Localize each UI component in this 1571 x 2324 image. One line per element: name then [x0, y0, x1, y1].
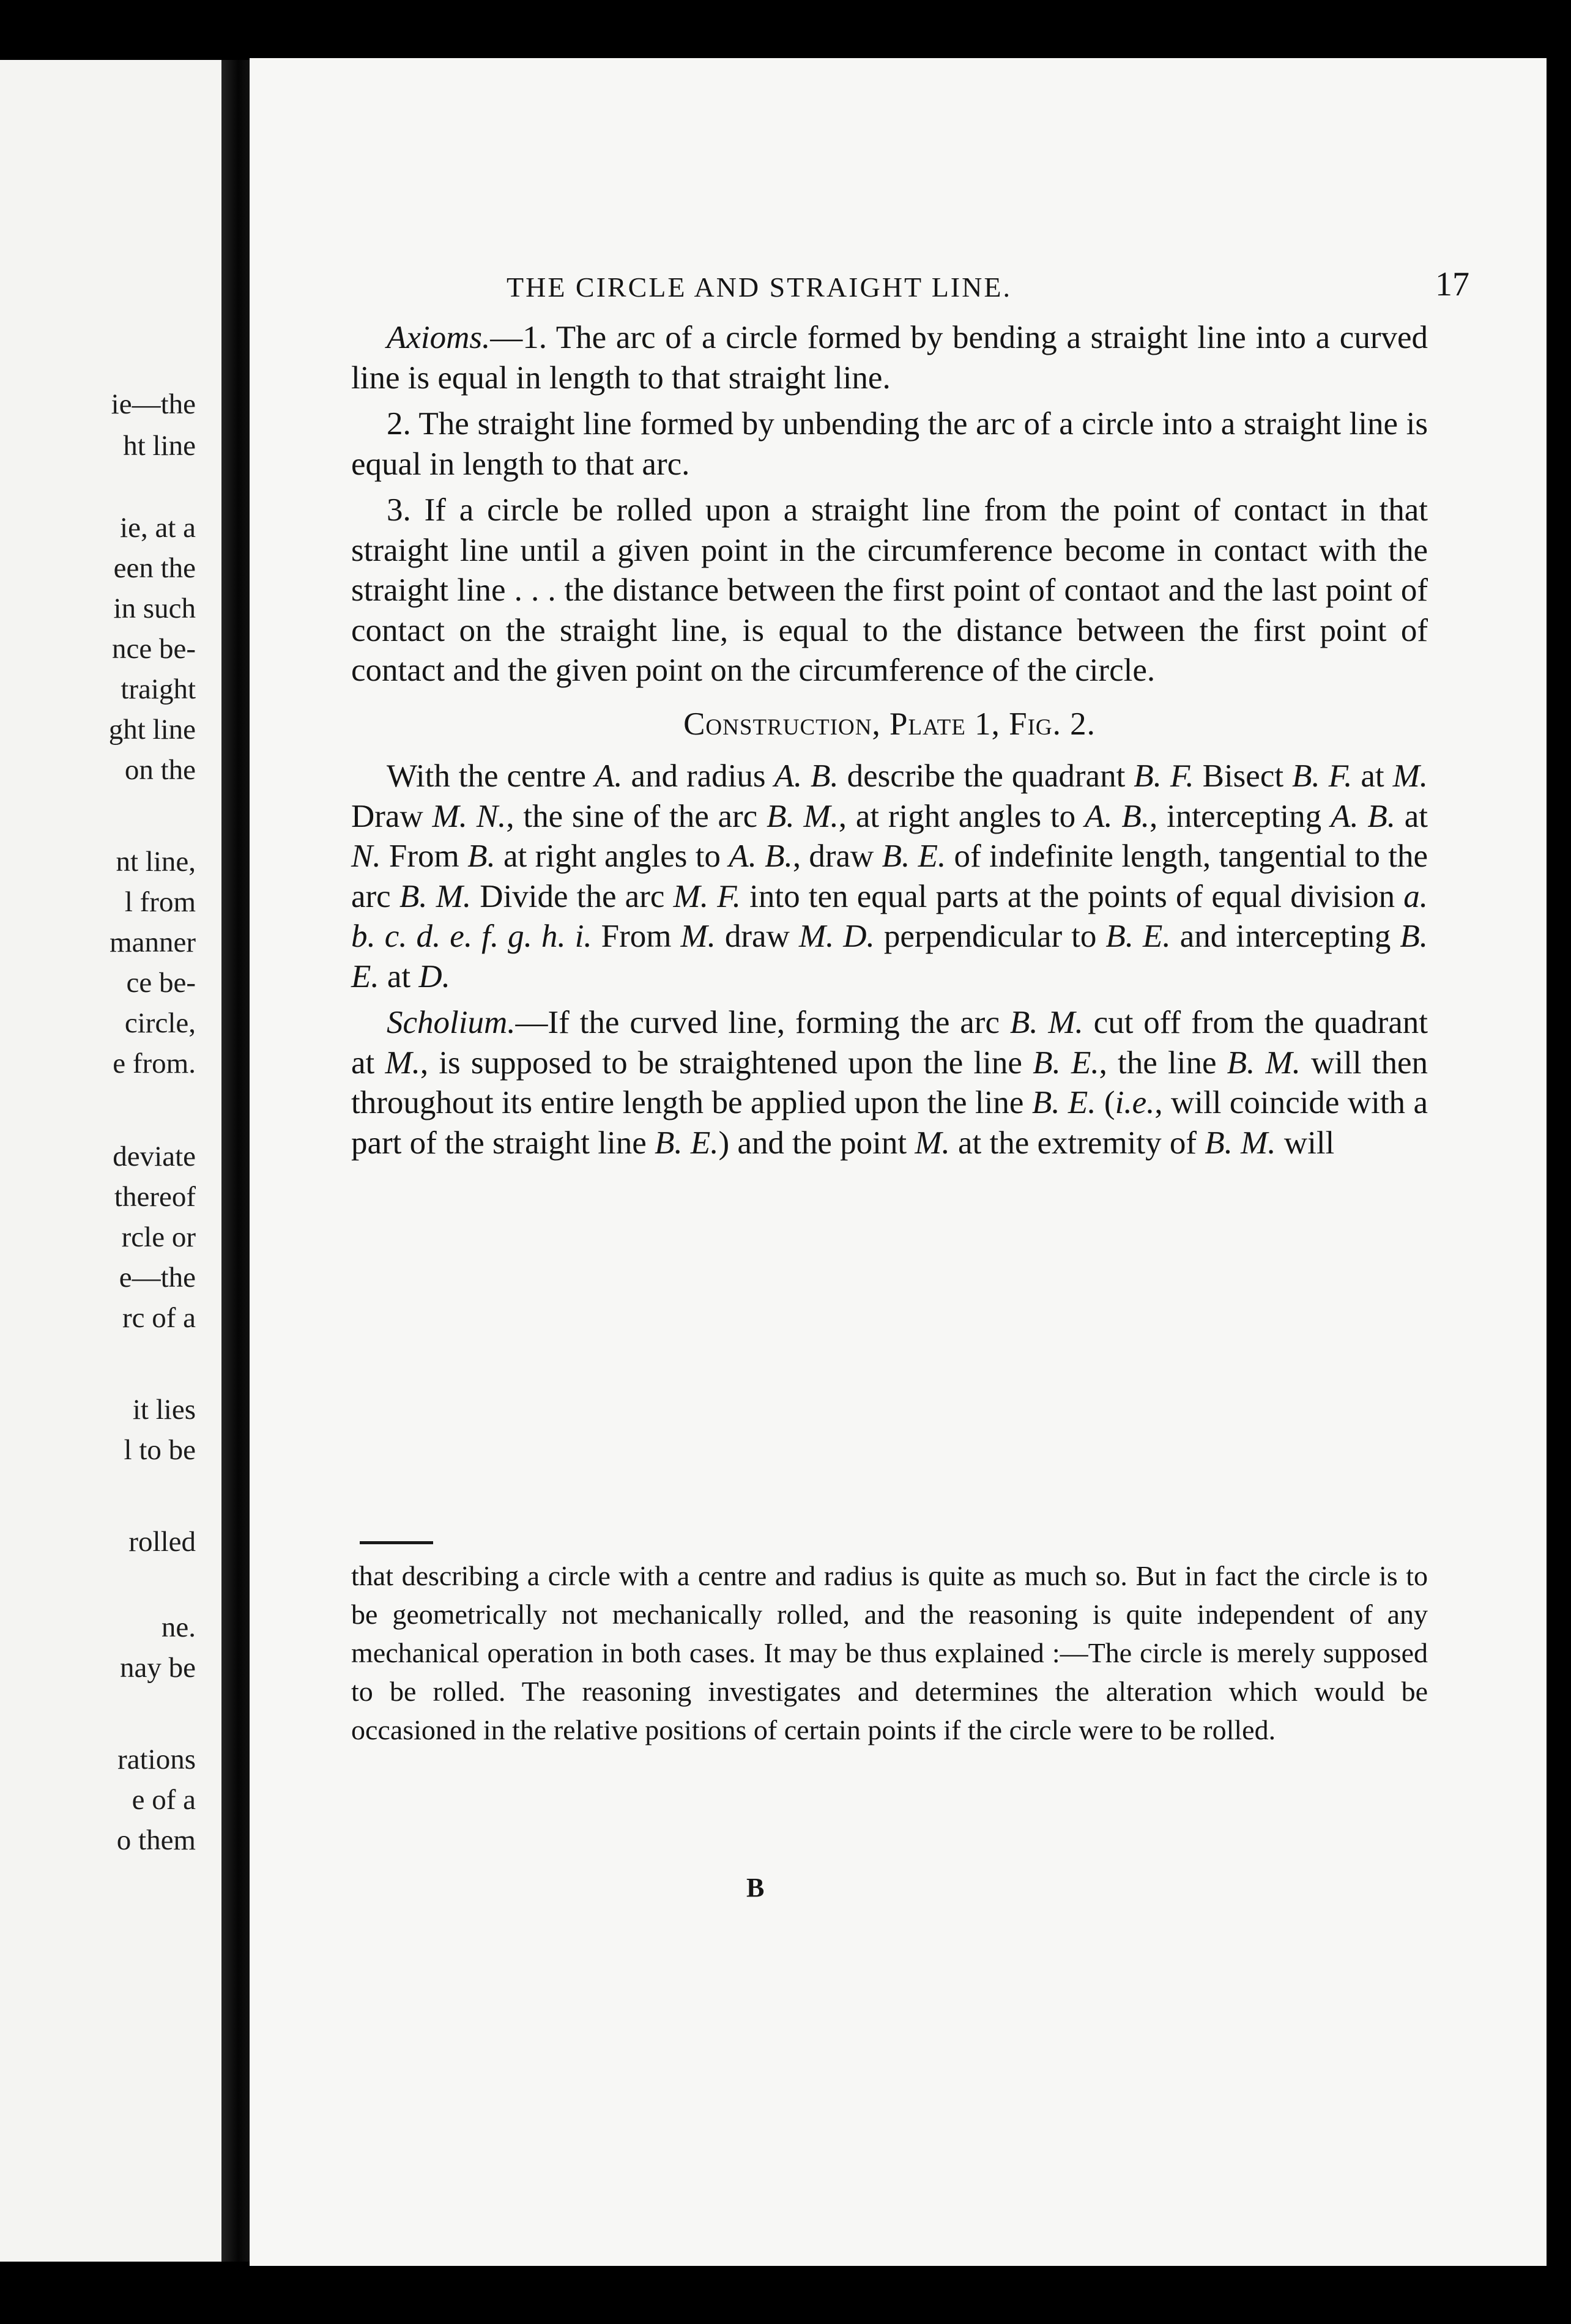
- axiom-2: 2. The straight line formed by unbending the arc of a circle into a straight line is equal in length to that arc.: [351, 406, 1428, 482]
- left-page-line-fragment: rcle or: [121, 1221, 196, 1253]
- left-page-line-fragment: l to be: [124, 1434, 196, 1466]
- left-page-line-fragment: ne.: [161, 1612, 196, 1643]
- left-page-line-fragment: manner: [110, 927, 196, 958]
- left-page-line-fragment: traight: [121, 673, 196, 705]
- left-page-line-fragment: o them: [116, 1824, 196, 1856]
- construction-paragraph: With the centre A. and radius A. B. describe the quadrant B. F. Bisect B. F. at M. Draw M. N., the sine of the arc B. M., at right angles to A. B., intercepting A. B. at N. From B. at right angles to A. B., draw B. E. of indefinite length, tangential to the arc B. M. Divide the arc M. F. into ten equal parts at the points of equal division a. b. c. d. e. f. g. h. i. From M. draw M. D. perpendicular to B. E. and intercepting B. E. at D.: [351, 758, 1428, 994]
- axioms-label: Axioms.: [387, 320, 491, 355]
- left-page-line-fragment: rations: [117, 1744, 196, 1775]
- left-page-line-fragment: on the: [124, 754, 196, 786]
- left-page-line-fragment: ht line: [123, 430, 196, 462]
- left-page-line-fragment: rolled: [128, 1526, 196, 1558]
- left-page-line-fragment: l from: [124, 886, 196, 918]
- signature-mark: B: [746, 1873, 765, 1903]
- left-page-line-fragment: e—the: [119, 1262, 196, 1293]
- left-page-line-fragment: it lies: [132, 1394, 196, 1426]
- footnote-text: that describing a circle with a centre and radius is quite as much so. But in fact the circle is to be geometrically not mechanically rolled, and the reasoning is quite independent of any mechanical operation in both cases. It may be thus explained :—The circle is merely supposed to be rolled. The reasoning investigates and determines the alteration which would be occasioned in the relative positions of certain points if the circle were to be rolled.: [351, 1560, 1428, 1745]
- running-head: THE CIRCLE AND STRAIGHT LINE.: [507, 272, 1012, 303]
- left-page-line-fragment: in such: [113, 593, 196, 624]
- left-page-line-fragment: e from.: [113, 1048, 196, 1079]
- left-page-line-fragment: nay be: [120, 1652, 196, 1684]
- construction-heading: Construction, Plate 1, Fig. 2.: [683, 706, 1096, 742]
- left-page-line-fragment: deviate: [113, 1141, 196, 1172]
- left-page-line-fragment: rc of a: [122, 1302, 196, 1334]
- left-page-line-fragment: nt line,: [116, 846, 196, 878]
- left-page-line-fragment: circle,: [124, 1007, 196, 1039]
- left-page-line-fragment: ce be-: [126, 967, 196, 999]
- left-page-line-fragment: nce be-: [112, 633, 196, 665]
- scholium-paragraph: Scholium.—If the curved line, forming the arc B. M. cut off from the quadrant at M., is supposed to be straightened upon the line B. E., the line B. M. will then throughout its entire length be applied upon the line B. E. (i.e., will coincide with a part of the straight line B. E.) and the point M. at the extremity of B. M. will: [351, 1005, 1428, 1161]
- scholium-label: Scholium.: [387, 1005, 516, 1040]
- left-page-line-fragment: een the: [113, 552, 196, 584]
- right-page: [250, 58, 1547, 2266]
- left-page-line-fragment: e of a: [132, 1784, 196, 1816]
- left-page-line-fragment: ght line: [108, 714, 196, 746]
- left-page-line-fragment: thereof: [114, 1181, 196, 1213]
- axiom-1: Axioms.—1. The arc of a circle formed by bending a straight line into a curved line is equal in length to that straight line.: [351, 320, 1428, 396]
- axiom-3: 3. If a circle be rolled upon a straight line from the point of contact in that straight line until a given point in the circumference become in contact with the straight line . . . the distance between the first point of contaot and the last point of contact on the straight line, is equal to the distance between the first point of contact and the given point on the circumference of the circle.: [351, 492, 1428, 688]
- left-facing-page: [0, 60, 221, 2262]
- left-page-line-fragment: ie, at a: [120, 512, 196, 544]
- book-gutter: [221, 60, 250, 2262]
- left-page-line-fragment: ie—the: [111, 388, 196, 420]
- footnote-rule: [360, 1541, 433, 1544]
- page-number: 17: [1435, 265, 1469, 303]
- main-text: [351, 318, 1428, 1163]
